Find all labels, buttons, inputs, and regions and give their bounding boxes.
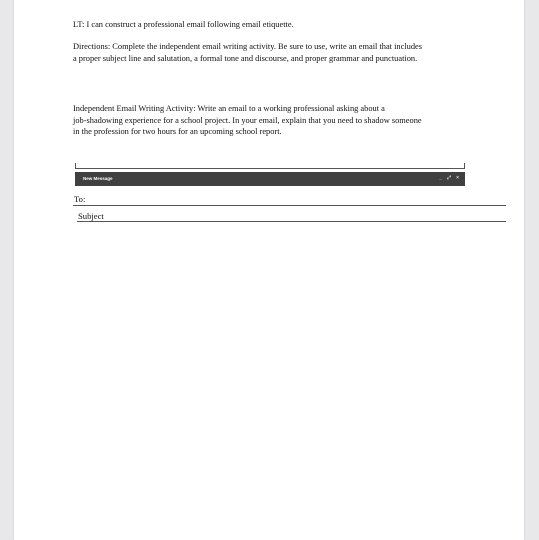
learning-target: LT: I can construct a professional email following email etiquette.	[73, 20, 294, 29]
to-field[interactable]	[73, 205, 506, 206]
email-frame-bracket	[75, 163, 465, 169]
new-message-titlebar	[75, 172, 465, 186]
expand-icon[interactable]: ⤢	[447, 175, 452, 181]
activity-line: Independent Email Writing Activity: Write an email to a working professional asking about a	[73, 104, 385, 113]
close-icon[interactable]: ×	[456, 175, 459, 181]
subject-field[interactable]	[77, 221, 506, 222]
subject-label: Subject	[78, 211, 104, 221]
minimize-icon[interactable]: _	[439, 175, 443, 181]
document-page	[14, 0, 524, 540]
window-title: New Message	[83, 176, 113, 181]
directions-line: a proper subject line and salutation, a formal tone and discourse, and proper grammar and punctuation.	[73, 53, 418, 63]
activity-line: job-shadowing experience for a school project. In your email, explain that you need to shadow someone	[73, 115, 422, 125]
to-label: To:	[74, 194, 86, 204]
window-controls	[439, 175, 459, 181]
activity-paragraph	[73, 103, 422, 138]
activity-line: in the profession for two hours for an upcoming school report.	[73, 127, 282, 136]
directions-line: Directions: Complete the independent email writing activity. Be sure to use, write an email that includes	[73, 42, 423, 51]
directions-paragraph	[73, 41, 422, 64]
